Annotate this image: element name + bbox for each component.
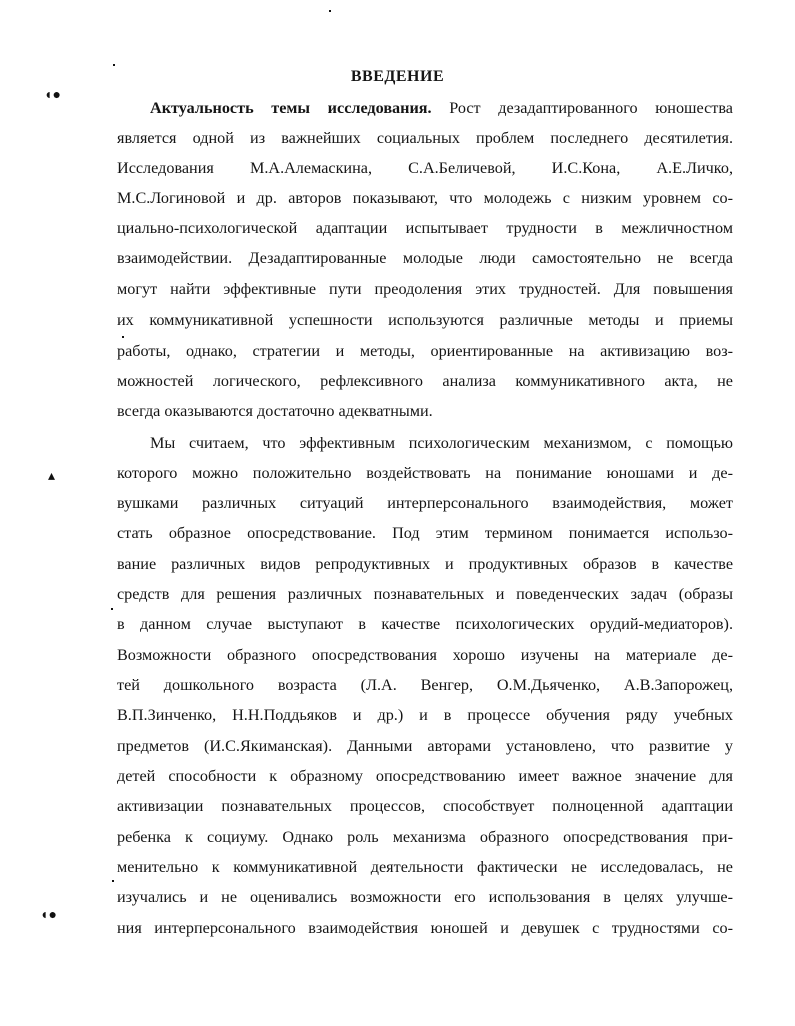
paragraph-line: детей способности к образному опосредствованию имеет важное значение для: [117, 767, 733, 785]
binding-hole-mark: ◖●: [44, 88, 61, 103]
scan-dot: [112, 880, 114, 882]
paragraph-line: работы, однако, стратегии и методы, ориентированные на активизацию воз-: [117, 342, 733, 360]
paragraph-line: их коммуникативной успешности используются различные методы и приемы: [117, 311, 733, 329]
paragraph-line: ребенка к социуму. Однако роль механизма образного опосредствования при-: [117, 828, 733, 846]
paragraph-line: всегда оказываются достаточно адекватными.: [117, 402, 433, 420]
paragraph-line: менительно к коммуникативной деятельности фактически не исследовалась, не: [117, 858, 733, 876]
paragraph-line: изучались и не оценивались возможности его использования в целях улучше-: [117, 888, 733, 906]
paragraph-line: Исследования М.А.Алемаскина, С.А.Беличевой, И.С.Кона, А.Е.Личко,: [117, 159, 733, 177]
paragraph-line: М.С.Логиновой и др. авторов показывают, что молодежь с низким уровнем со-: [117, 189, 733, 207]
page-title: ВВЕДЕНИЕ: [350, 68, 445, 85]
paragraph-line: в данном случае выступают в качестве психологических орудий-медиаторов).: [117, 615, 733, 633]
paragraph-line: средств для решения различных познавательных и поведенческих задач (образы: [117, 585, 733, 603]
paragraph-line: можностей логического, рефлексивного анализа коммуникативного акта, не: [117, 372, 733, 390]
paragraph-line: циально-психологической адаптации испытывает трудности в межличностном: [117, 219, 733, 237]
scan-dot: [113, 64, 115, 66]
lead-phrase: Актуальность темы исследования.: [150, 99, 432, 117]
scan-dot: [111, 608, 113, 610]
binding-hole-mark: ▴: [48, 469, 56, 484]
paragraph-line: вушками различных ситуаций интерперсонального взаимодействия, может: [117, 494, 733, 512]
paragraph-line: Возможности образного опосредствования хорошо изучены на материале де-: [117, 646, 733, 664]
paragraph-line: В.П.Зинченко, Н.Н.Поддьяков и др.) и в процессе обучения ряду учебных: [117, 706, 733, 724]
paragraph-line: является одной из важнейших социальных проблем последнего десятилетия.: [117, 129, 733, 147]
binding-hole-mark: ◖●: [40, 908, 57, 923]
paragraph-line: которого можно положительно воздействовать на понимание юношами и де-: [117, 464, 733, 482]
scan-dot: [329, 10, 331, 12]
paragraph-line: взаимодействии. Дезадаптированные молодые люди самостоятельно не всегда: [117, 249, 733, 267]
paragraph-line: тей дошкольного возраста (Л.А. Венгер, О.М.Дьяченко, А.В.Запорожец,: [117, 676, 733, 694]
scan-dot: [122, 336, 124, 338]
paragraph-line: ния интерперсонального взаимодействия юношей и девушек с трудностями со-: [117, 919, 733, 937]
paragraph-line: Мы считаем, что эффективным психологическим механизмом, с помощью: [150, 434, 733, 452]
paragraph-line: Актуальность темы исследования. Рост дезадаптированного юношества: [150, 99, 733, 117]
paragraph-line: могут найти эффективные пути преодоления этих трудностей. Для повышения: [117, 280, 733, 298]
paragraph-line: активизации познавательных процессов, способствует полноценной адаптации: [117, 797, 733, 815]
paragraph-line: предметов (И.С.Якиманская). Данными авторами установлено, что развитие у: [117, 737, 733, 755]
paragraph-line: вание различных видов репродуктивных и продуктивных образов в качестве: [117, 555, 733, 573]
paragraph-line: стать образное опосредствование. Под этим термином понимается использо-: [117, 524, 733, 542]
